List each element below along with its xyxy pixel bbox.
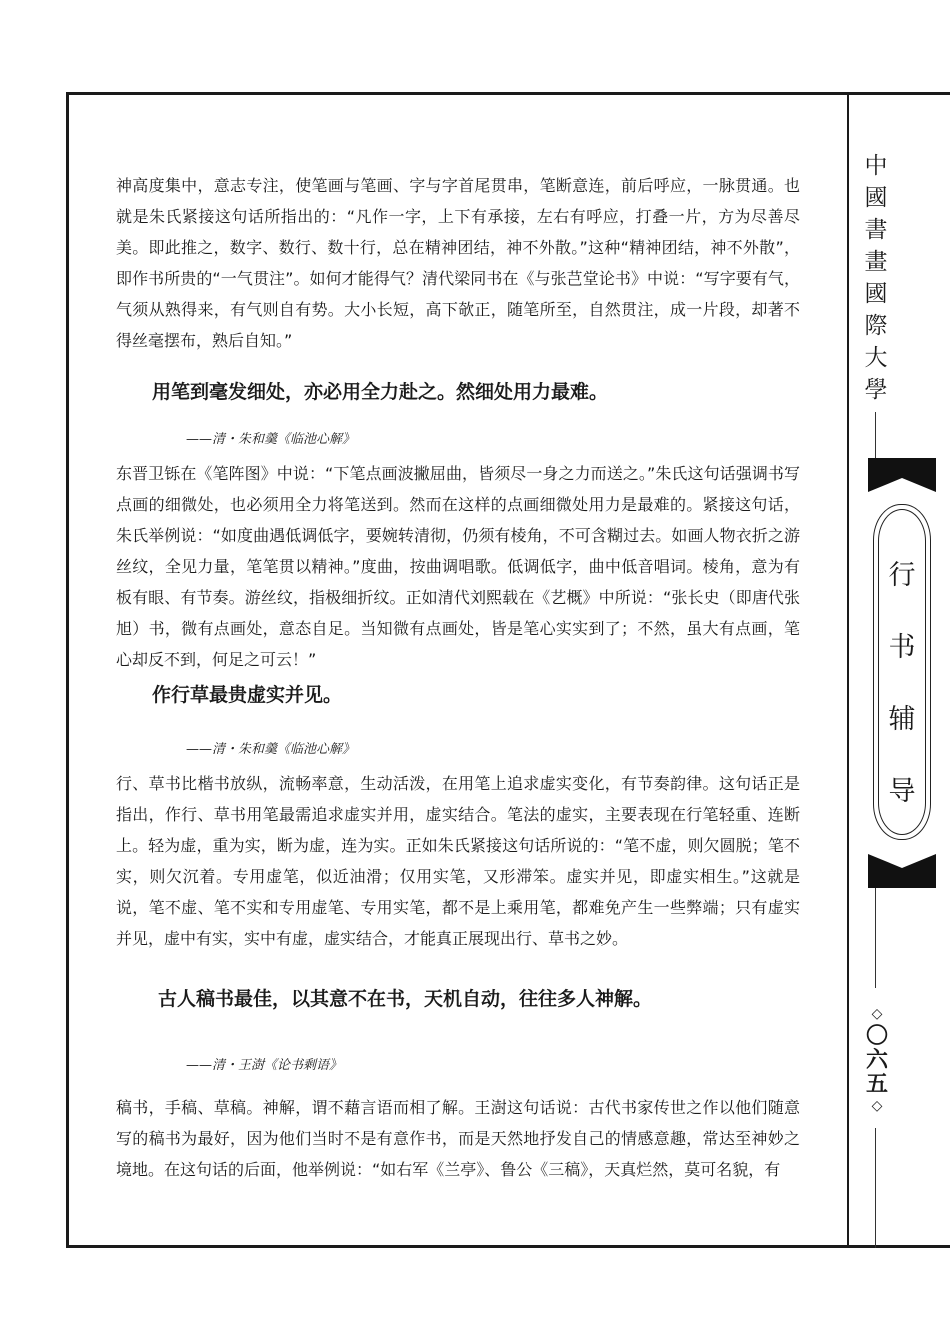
side-rule-bottom bbox=[875, 888, 876, 988]
book-title-char: 导 bbox=[888, 776, 916, 807]
series-title-char: 際 bbox=[864, 313, 888, 339]
quote-3: 古人稿书最佳，以其意不在书，天机自动，往往多人神解。 bbox=[158, 988, 653, 1010]
paragraph-1: 神高度集中，意志专注，使笔画与笔画、字与字首尾贯串，笔断意连，前后呼应，一脉贯通。也就是朱氏紧接这句话所指出的：“凡作一字，上下有承接，左右有呼应，打叠一片，方为尽善尽美。即此推之，数字、数行、数十行，总在精神团结，神不外散。”这种“精神团结，神不外散”，即作书所贵的“一气贯注”。如何才能得气？清代梁同书在《与张芑堂论书》中说：“写字要有气，气须从熟得来，有气则自有势。大小长短，高下欹正，随笔所至，自然贯注，成一片段，却著不得丝毫摆布，熟后自知。” bbox=[116, 176, 800, 350]
series-title-char: 書 bbox=[864, 217, 888, 243]
quote-2-source: ——清・朱和羹《临池心解》 bbox=[186, 742, 356, 757]
margin-divider bbox=[847, 92, 849, 1248]
page-number-digit: 六 bbox=[865, 1047, 888, 1073]
diamond-icon: ◇ bbox=[871, 1098, 883, 1114]
page-number bbox=[862, 1004, 892, 1116]
side-rule-end bbox=[875, 1128, 876, 1248]
book-title-char: 辅 bbox=[888, 704, 916, 735]
quote-2: 作行草最贵虚实并见。 bbox=[152, 684, 343, 706]
series-title-char: 中 bbox=[864, 153, 888, 179]
book-title-char: 书 bbox=[888, 632, 916, 663]
series-title-char: 畫 bbox=[864, 249, 888, 275]
quote-1-source: ——清・朱和羹《临池心解》 bbox=[186, 432, 356, 447]
ornament-chevron-bottom bbox=[868, 846, 936, 876]
paragraph-3: 行、草书比楷书放纵，流畅率意，生动活泼，在用笔上追求虚实变化，有节奏韵律。这句话正是指出，作行、草书用笔最需追求虚实并用，虚实结合。笔法的虚实，主要表现在行笔轻重、连断上。轻为虚，重为实，断为虚，连为实。正如朱氏紧接这句话所说的：“笔不虚，则欠圆脱；笔不实，则欠沉着。专用虚笔，似近油滑；仅用实笔，又形滞笨。虚实并见，即虚实相生。”这就是说，笔不虚、笔不实和专用虚笔、专用实笔，都不是上乘用笔，都难免产生一些弊端；只有虚实并见，虚中有实，实中有虚，虚实结合，才能真正展现出行、草书之妙。 bbox=[116, 774, 800, 948]
page-number-digit: 五 bbox=[865, 1071, 888, 1097]
series-title-char: 國 bbox=[864, 281, 888, 307]
series-title-char: 大 bbox=[864, 345, 888, 371]
paragraph-2: 东晋卫铄在《笔阵图》中说：“下笔点画波撇屈曲，皆须尽一身之力而送之。”朱氏这句话强调书写点画的细微处，也必须用全力将笔送到。然而在这样的点画细微处用力是最难的。紧接这句话，朱氏举例说：“如度曲遇低调低字，要婉转清彻，仍须有棱角，不可含糊过去。如画人物衣折之游丝纹，全见力量，笔笔贯以精神。”度曲，按曲调唱歌。低调低字，曲中低音唱词。棱角，意为有板有眼、有节奏。游丝纹，指极细折纹。正如清代刘熙载在《艺概》中所说：“张长史（即唐代张旭）书，微有点画处，意态自足。当知微有点画处，皆是笔心实实到了；不然，虽大有点画，笔心却反不到，何足之可云！” bbox=[116, 464, 800, 669]
series-title-char: 國 bbox=[864, 185, 888, 211]
quote-1: 用笔到毫发细处，亦必用全力赴之。然细处用力最难。 bbox=[152, 381, 609, 403]
series-title-char: 學 bbox=[864, 377, 888, 403]
book-title-char: 行 bbox=[888, 560, 916, 591]
side-rule-top bbox=[875, 412, 876, 460]
quote-3-source: ——清・王澍《论书剩语》 bbox=[186, 1058, 343, 1073]
ornament-chevron-top bbox=[868, 470, 936, 500]
series-title bbox=[858, 150, 894, 406]
diamond-icon: ◇ bbox=[871, 1006, 883, 1022]
page-number-digit: 〇 bbox=[865, 1023, 888, 1049]
ornament-bar-bottom bbox=[868, 876, 936, 888]
book-title bbox=[873, 540, 931, 828]
ornament-bar-top bbox=[868, 458, 936, 470]
paragraph-4: 稿书，手稿、草稿。神解，谓不藉言语而相了解。王澍这句话说：古代书家传世之作以他们随意写的稿书为最好，因为他们当时不是有意作书，而是天然地抒发自己的情感意趣，常达至神妙之境地。在这句话的后面，他举例说：“如右军《兰亭》、鲁公《三稿》，天真烂然，莫可名貌，有 bbox=[116, 1098, 800, 1179]
